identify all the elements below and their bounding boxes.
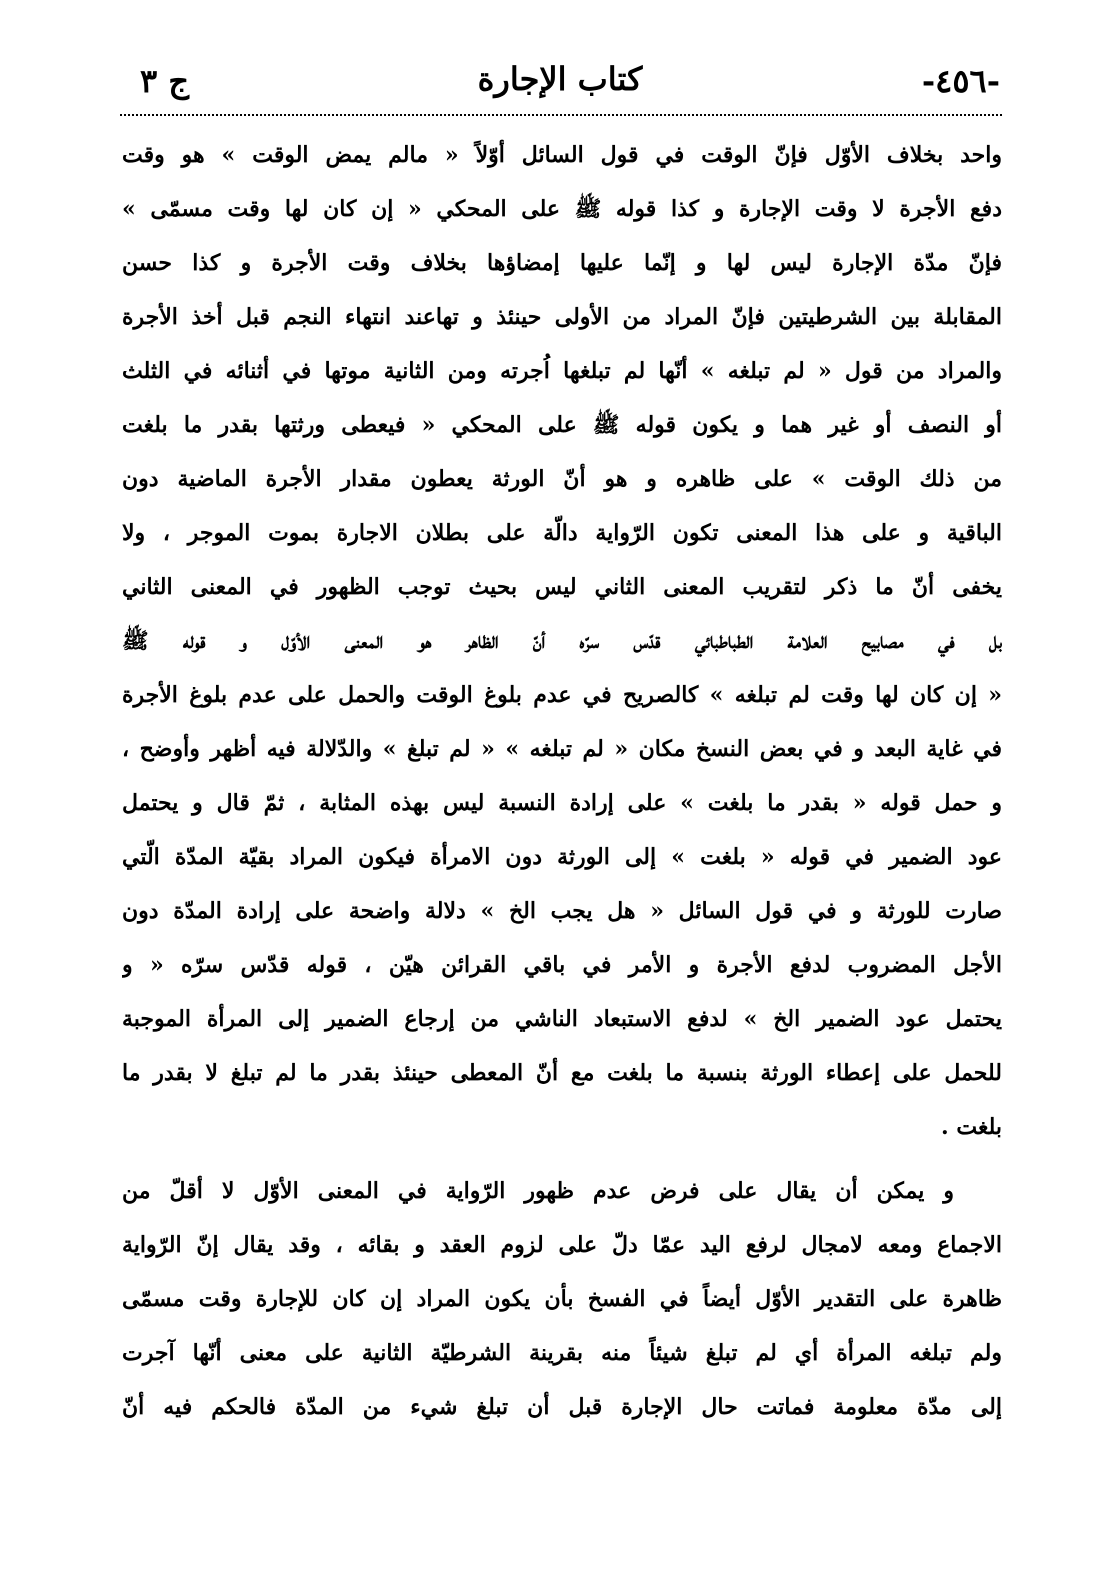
- text-line: الأجل المضروب لدفع الأجرة و الأمر في باقي القرائن هيّن ، قوله قدّس سرّه « و: [122, 952, 1002, 978]
- book-title: كتاب الإجارة: [477, 60, 643, 98]
- text-line: الباقية و على هذا المعنى تكون الرّواية دالّة على بطلان الاجارة بموت الموجر ، ولا: [122, 520, 1002, 546]
- text-line: ظاهرة على التقدير الأوّل أيضاً في الفسخ بأن يكون المراد إن كان للإجارة وقت مسمّى: [122, 1286, 1002, 1312]
- text-line: و يمكن أن يقال على فرض عدم ظهور الرّواية في المعنى الأوّل لا أقلّ من: [122, 1178, 954, 1204]
- text-line: من ذلك الوقت » على ظاهره و هو أنّ الورثة يعطون مقدار الأجرة الماضية دون: [122, 466, 1002, 492]
- text-line: فإنّ مدّة الإجارة ليس لها و إنّما عليها إمضاؤها بخلاف وقت الأجرة و كذا حسن: [122, 250, 1002, 276]
- text-line: المقابلة بين الشرطيتين فإنّ المراد من الأولى حينئذ و تهاعند انتهاء النجم قبل أخذ الأجرة: [122, 304, 1002, 330]
- text-line: في غاية البعد و في بعض النسخ مكان « لم تبلغه » « لم تبلغ » والدّلالة فيه أظهر وأوضح ،: [122, 736, 1002, 762]
- running-header: [120, 60, 1000, 104]
- text-line: دفع الأجرة لا وقت الإجارة و كذا قوله ﷺ على المحكي « إن كان لها وقت مسمّى »: [122, 196, 1002, 222]
- text-line: أو النصف أو غير هما و يكون قوله ﷺ على المحكي « فيعطى ورثتها بقدر ما بلغت: [122, 412, 1002, 438]
- text-line: الاجماع ومعه لامجال لرفع اليد عمّا دلّ على لزوم العقد و بقائه ، وقد يقال إنّ الرّواية: [122, 1232, 1002, 1258]
- text-line: إلى مدّة معلومة فماتت حال الإجارة قبل أن تبلغ شيء من المدّة فالحكم فيه أنّ: [122, 1394, 1002, 1420]
- text-line: بلغت .: [941, 1114, 1002, 1140]
- text-line: بل في مصابيح العلامة الطباطبائي قدّس سرّه أنّ الظاهر هو المعنى الأوّل و قوله ﷺ: [122, 628, 1002, 654]
- text-line: ولم تبلغه المرأة أي لم تبلغ شيئاً منه بقرينة الشرطيّة الثانية على معنى أنّها آجرت: [122, 1340, 1002, 1366]
- text-line: يخفى أنّ ما ذكر لتقريب المعنى الثاني ليس بحيث توجب الظهور في المعنى الثاني: [122, 574, 1002, 600]
- text-line: يحتمل عود الضمير الخ » لدفع الاستبعاد الناشي من إرجاع الضمير إلى المرأة الموجبة: [122, 1006, 1002, 1032]
- text-line: واحد بخلاف الأوّل فإنّ الوقت في قول السائل أوّلاً « مالم يمض الوقت » هو وقت: [122, 142, 1002, 168]
- page-number: -٤٥٦-: [921, 62, 1000, 100]
- text-line: للحمل على إعطاء الورثة بنسبة ما بلغت مع أنّ المعطى حينئذ بقدر ما لم تبلغ لا بقدر ما: [122, 1060, 1002, 1086]
- header-divider: [120, 114, 1002, 116]
- text-line: عود الضمير في قوله « بلغت » إلى الورثة دون الامرأة فيكون المراد بقيّة المدّة الّتي: [122, 844, 1002, 870]
- body-text: [122, 128, 1002, 1434]
- paragraph-1: [122, 128, 1002, 1154]
- text-line: صارت للورثة و في قول السائل « هل يجب الخ » دلالة واضحة على إرادة المدّة دون: [122, 898, 1002, 924]
- paragraph-2: [122, 1164, 1002, 1434]
- text-line: و حمل قوله « بقدر ما بلغت » على إرادة النسبة ليس بهذه المثابة ، ثمّ قال و يحتمل: [122, 790, 1002, 816]
- text-line: « إن كان لها وقت لم تبلغه » كالصريح في عدم بلوغ الوقت والحمل على عدم بلوغ الأجرة: [122, 682, 1002, 708]
- paragraph-gap: [122, 1154, 1002, 1164]
- volume-label: ج ٣: [140, 62, 189, 100]
- text-line: والمراد من قول « لم تبلغه » أنّها لم تبلغها اُجرته ومن الثانية موتها في أثنائه في الثلث: [122, 358, 1002, 384]
